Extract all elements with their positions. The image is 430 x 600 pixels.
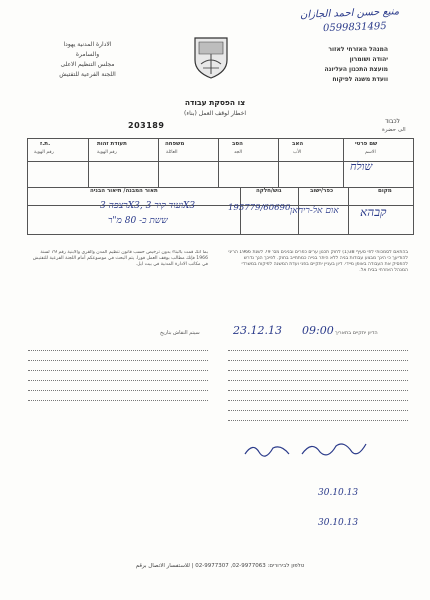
doc-title-arabic: (اخطار لوقف العمل (بناء	[184, 110, 246, 117]
handwritten-village: אום אל-ריחאן	[290, 206, 339, 216]
col-header-village: כפר/ישוב	[310, 188, 334, 194]
col-header-id-short: ת.ז.	[40, 141, 51, 147]
doc-title-hebrew: צו הפסקת עבודה	[184, 98, 246, 107]
col-header-id-short-ar: رقم الهوية	[34, 150, 54, 155]
arabic-header: الادارة المدنية يهودا والسامرة مجلس التنظيم الاعلى اللجنة الفرعية للتفتيش	[59, 41, 116, 78]
handwritten-hearing-time: 09:00	[302, 324, 334, 337]
hearing-label-arabic: سيتم النقاش بتاريخ	[160, 330, 200, 336]
to-label-arabic: الى حضرة	[382, 127, 406, 133]
serial-number: 203189	[128, 121, 165, 130]
to-label-hebrew: לכבוד	[385, 118, 400, 125]
col-header-place: מקום	[378, 188, 392, 194]
handwritten-name: منيع حسن احمد الجازان	[299, 6, 400, 21]
handwritten-hearing-date: 23.12.13	[233, 324, 282, 337]
hearing-label-hebrew: הדיון יתקיים בתאריך	[335, 330, 378, 336]
col-header-family: משפחה	[165, 141, 185, 147]
handwritten-phone: 0599831495	[322, 20, 387, 35]
col-header-grandfather-ar: الجد	[234, 150, 243, 155]
col-header-description: תאור המבנה/ תיאור הבניה	[90, 188, 158, 194]
col-header-first-name: שם פרטי	[355, 141, 378, 147]
handwritten-notes-date: 30.10.13	[318, 518, 359, 528]
hebrew-header: המנהל האזרחי לאזור יהודה ושומרון מועצת התכנון העליונה וועדת משנה לפיקוח	[324, 46, 388, 83]
body-text-arabic: بما أنك قمت بالبناء بدون ترخيص حسب قانون تنظيم المدن والقرى والابنية رقم 79 لسنة 1966 فإنك مطالب بوقف العمل فورا. يتم البحث في موضوعكم أمام اللجنة الفرعية للتفتيش في مكاتب الادارة المدنية في بيت ايل.	[32, 250, 208, 267]
handwritten-last-name: קבהא	[360, 205, 387, 219]
handwritten-plot-description: רצפה 3X3, ועוד קיר 3X3	[100, 201, 196, 211]
details-table	[27, 138, 414, 235]
col-header-family-ar: العائلة	[166, 150, 178, 155]
footer-contact: טלפון לבירורים: 02-9977063, 02-9977307 | للاستفسار الاتصال برقم	[135, 563, 305, 569]
handwritten-first-name: שולח	[350, 160, 373, 173]
col-header-block: גוש/חלקה	[256, 188, 282, 194]
signature-mark-1-icon	[243, 440, 293, 460]
col-header-first-name-ar: الاسم	[365, 150, 376, 155]
civil-administration-emblem-icon	[191, 34, 231, 80]
col-header-id-ar: رقم الهوية	[97, 150, 117, 155]
col-header-father-ar: الأب	[293, 150, 302, 155]
col-header-id: תעודת זהות	[97, 141, 127, 147]
handwritten-delivered-date: 30.10.13	[318, 488, 359, 498]
body-text-hebrew: בהתאם לסמכותי לפי סעיף 38(1) לחוק תכנון ערים כפרים ובנינים מס' 79 לשנת 1966 הריני להודיעך כי הינך מבצע עבודות בניה ללא היתר בנייה כמתחייב בחוק. לפיכך הנך נדרש להפסיק את העבודה באופן מיידי. דיון בעניין יתקיים בפני ועדת המשנה לפיקוח במשרדי המנהל האזרחי בבית אל.	[228, 250, 408, 273]
col-header-father: האב	[292, 141, 304, 147]
signature-mark-2-icon	[300, 438, 370, 462]
handwritten-id-block: 195779/60690	[228, 203, 291, 213]
handwritten-plot-size: ששת כ- 80 מ"ר	[108, 216, 168, 226]
col-header-grandfather: הסב	[232, 141, 243, 147]
